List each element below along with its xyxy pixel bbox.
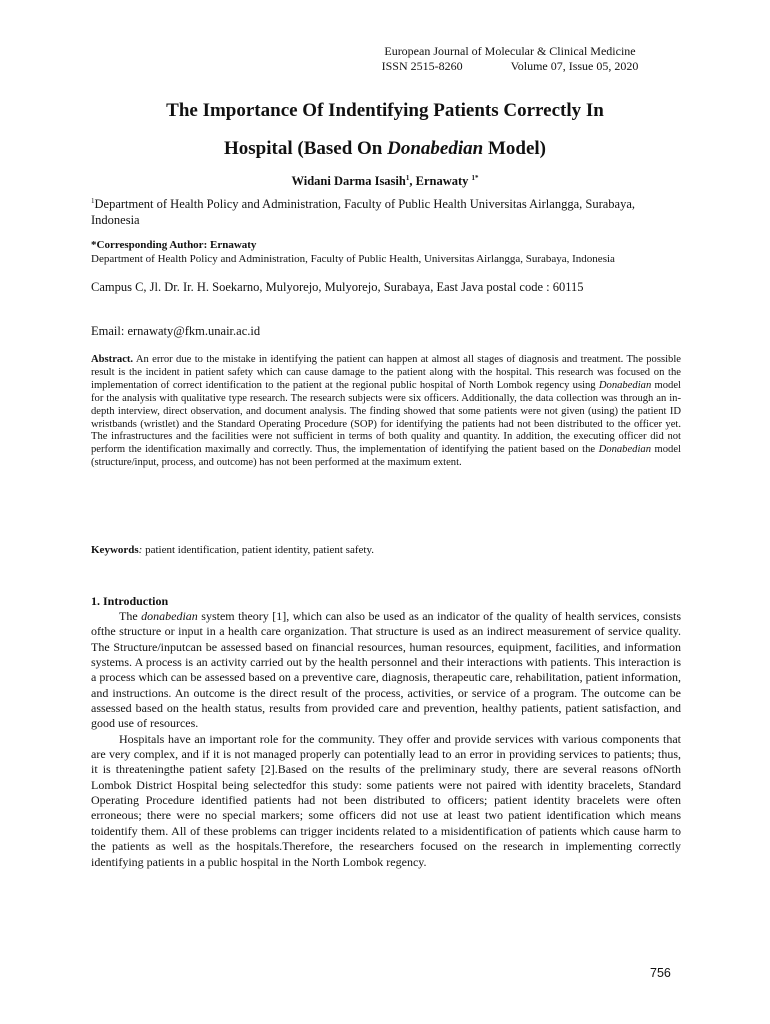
intro-p1-start: The [119, 609, 142, 623]
intro-paragraph-1 [91, 609, 681, 732]
title-line-1: The Importance Of Indentifying Patients Correctly In [166, 100, 604, 121]
abstract-italic-1: Donabedian [598, 379, 652, 391]
journal-issn: ISSN 2515-8260 [381, 59, 463, 73]
title-line-2-italic: Donabedian [387, 138, 484, 159]
abstract [91, 354, 681, 470]
title-line-2-end: Model) [483, 138, 546, 159]
keywords-label: Keywords [91, 544, 139, 556]
corresponding-author [91, 238, 681, 266]
title-line-2-start: Hospital (Based On [224, 138, 388, 159]
section-heading-introduction: 1. Introduction [91, 594, 169, 608]
abstract-text-1: An error due to the mistake in identifying the patient can happen at almost all stages of diagnosis and treatment. The possible result is the incident in patient safety which can cause damage to the patient along with the hospital. This research was focused on the implementation of correct identification to the patient at the regional public hospital of North Lombok regency using [91, 354, 681, 391]
abstract-text-3: model (structure/input, process, and outcome) has not been performed at the maximum extent. [91, 444, 681, 469]
author-2: , Ernawaty [409, 174, 469, 188]
affiliation [91, 196, 681, 228]
journal-name: European Journal of Molecular & Clinical Medicine [384, 44, 636, 58]
intro-paragraph-2: Hospitals have an important role for the community. They offer and provide services with various components that are very complex, and if it is not managed properly can potentially lead to an error in providing services to patients; thus, it is threateningthe patient safety [2].Based on the results of the preliminary study, there are several reasons ofNorth Lombok District Hospital being selectedfor this study: some patients were not paired with identity bracelets, Standard Operating Procedure identified patients had not been distributed to officers; patient identity bracelets were often erroneous; there were no special markers; some officers did not use at least two patient identification which means toidentify them. All of these problems can trigger incidents related to a misidentification of patients which cause harm to the patients as well as the hospitals.Therefore, the researchers focused on the research in implementing correctly identifying patients in a public hospital in the North Lombok regency. [91, 731, 681, 869]
contact-email: Email: ernawaty@fkm.unair.ac.id [91, 324, 261, 338]
author-1: Widani Darma Isasih [291, 174, 406, 188]
introduction-body [91, 609, 681, 870]
journal-header [340, 44, 680, 74]
abstract-text-2: model for the analysis with qualitative type research. The research subjects were six officers. Additionally, the data collection was through an in-depth interview, direct observation, and document analysis. The finding showed that some patients were not given (using) the patient ID wristbands (wristlet) and the Standard Operating Procedure (SOP) for identifying the patients had not been distributed to the officer yet. The infrastructures and the facilities were not sufficient in terms of both quality and quantity. In addition, the executing officer did not perform the identification maximally and correctly. Thus, the implementation of identifying the patient based on the [91, 379, 681, 456]
corresponding-affiliation: Department of Health Policy and Administration, Faculty of Public Health, Universitas Airlangga, Surabaya, Indonesia [91, 253, 615, 265]
page-number: 756 [650, 966, 671, 980]
journal-volume: Volume 07, Issue 05, 2020 [510, 59, 639, 73]
author-list [60, 174, 710, 189]
affiliation-sup: 1 [91, 196, 95, 205]
campus-address: Campus C, Jl. Dr. Ir. H. Soekarno, Mulyorejo, Mulyorejo, Surabaya, East Java postal code : 60115 [91, 280, 584, 294]
title-line-2 [60, 130, 710, 168]
keywords-colon: : [138, 544, 143, 556]
affiliation-text: Department of Health Policy and Administration, Faculty of Public Health Universitas Airlangga, Surabaya, Indonesia [91, 197, 636, 227]
author-2-sup: 1* [471, 173, 479, 182]
keywords [91, 544, 681, 556]
intro-p1-italic: donabedian [141, 609, 198, 623]
author-1-sup: 1 [405, 173, 410, 182]
corresponding-label: *Corresponding Author: Ernawaty [91, 239, 257, 251]
abstract-label: Abstract. [91, 354, 134, 365]
intro-p1-text: system theory [1], which can also be used as an indicator of the quality of health services, consists ofthe structure or input in a health care organization. That structure is used as an indirect measurement of service quality. The Structure/inputcan be assessed based on financial resources, human resources, equipment, facilities, and information systems. A process is an activity carried out by the health personnel and their interactions with patients. This interaction is a process which can be assessed based on a preventive care, diagnosis, therapeutic care, rehabilitation, patient information, and instructions. An outcome is the direct result of the process, activities, or service of a program. The outcome can be assessed based on the health status, results from provided care and prevention, healthy patients, patient satisfaction, and good use of resources. [91, 609, 681, 731]
paper-title [60, 92, 710, 168]
keywords-text: patient identification, patient identity, patient safety. [142, 544, 374, 556]
abstract-italic-2: Donabedian [598, 444, 651, 456]
